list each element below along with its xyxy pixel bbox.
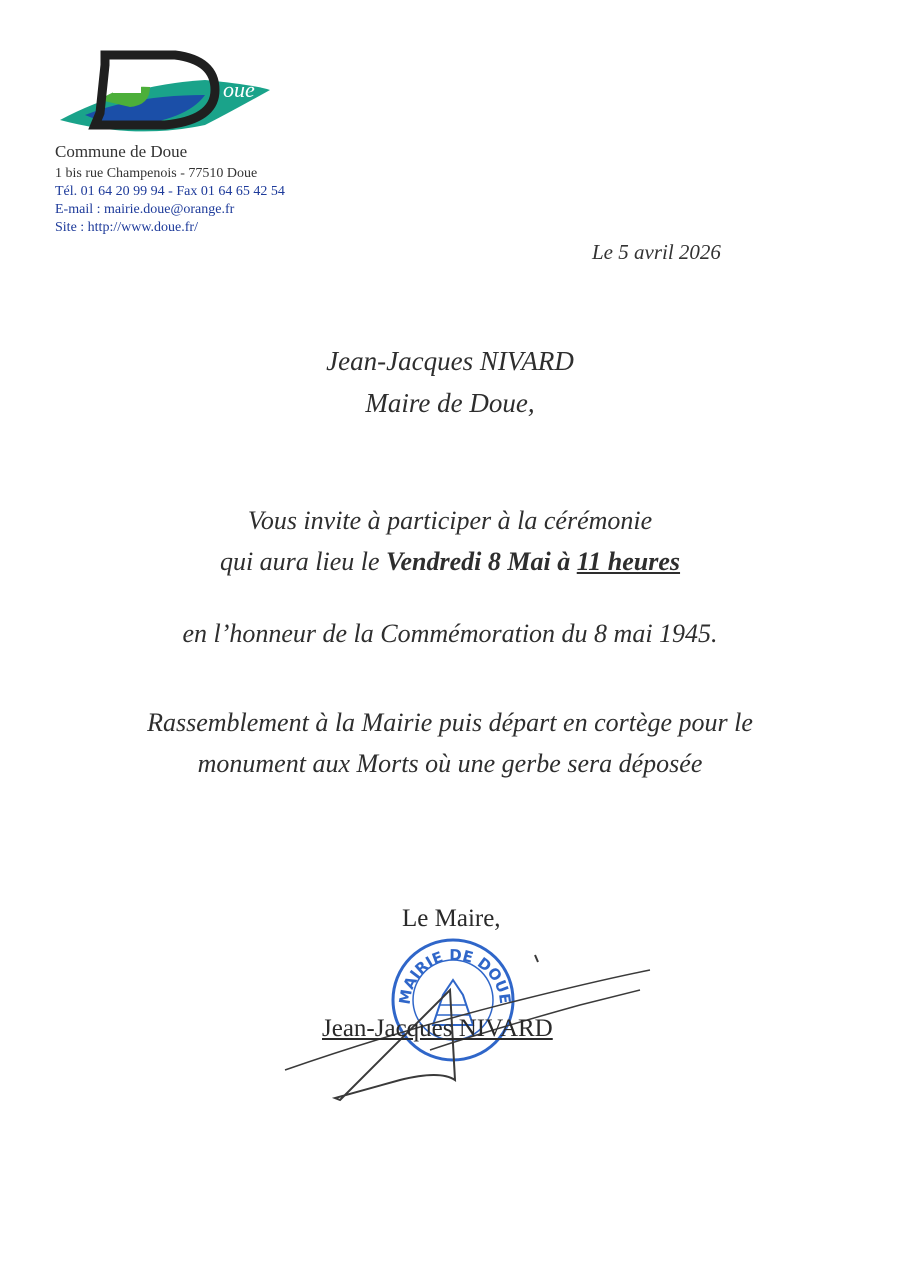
gathering-block	[0, 702, 900, 784]
commemoration-line: en l’honneur de la Commémoration du 8 mai 1945.	[182, 619, 718, 648]
invitation-time: 11 heures	[576, 547, 681, 576]
signatory-name: Jean-Jacques NIVARD	[322, 1015, 553, 1042]
letter-date: Le 5 avril 2026	[592, 240, 721, 264]
sender-block	[0, 340, 900, 424]
sender-title: Maire de Doue,	[365, 388, 535, 418]
invitation-line-2-prefix: qui aura lieu le	[219, 547, 387, 576]
sender-name: Jean-Jacques NIVARD	[326, 346, 574, 376]
commune-phone-fax: Tél. 01 64 20 99 94 - Fax 01 64 65 42 54	[55, 184, 285, 199]
gathering-line-1: Rassemblement à la Mairie puis départ en cortège pour le	[147, 708, 753, 737]
signature-label: Le Maire,	[402, 905, 501, 932]
commune-logo	[55, 45, 280, 140]
logo-text: oue	[223, 77, 255, 102]
invitation-connector: à	[550, 547, 577, 576]
invitation-line-1: Vous invite à participer à la cérémonie	[247, 506, 653, 535]
invitation-block	[0, 500, 900, 582]
stamp-text: MAIRIE DE DOUE	[395, 945, 515, 1006]
commune-site: Site : http://www.doue.fr/	[55, 220, 198, 235]
gathering-line-2: monument aux Morts où une gerbe sera déposée	[197, 749, 703, 778]
letterhead	[55, 142, 285, 237]
commune-address: 1 bis rue Champenois - 77510 Doue	[55, 166, 258, 181]
commune-email: E-mail : mairie.doue@orange.fr	[55, 202, 235, 217]
invitation-day: Vendredi 8 Mai	[386, 547, 551, 576]
commune-name: Commune de Doue	[55, 142, 188, 161]
invitation-line-2	[0, 541, 900, 582]
